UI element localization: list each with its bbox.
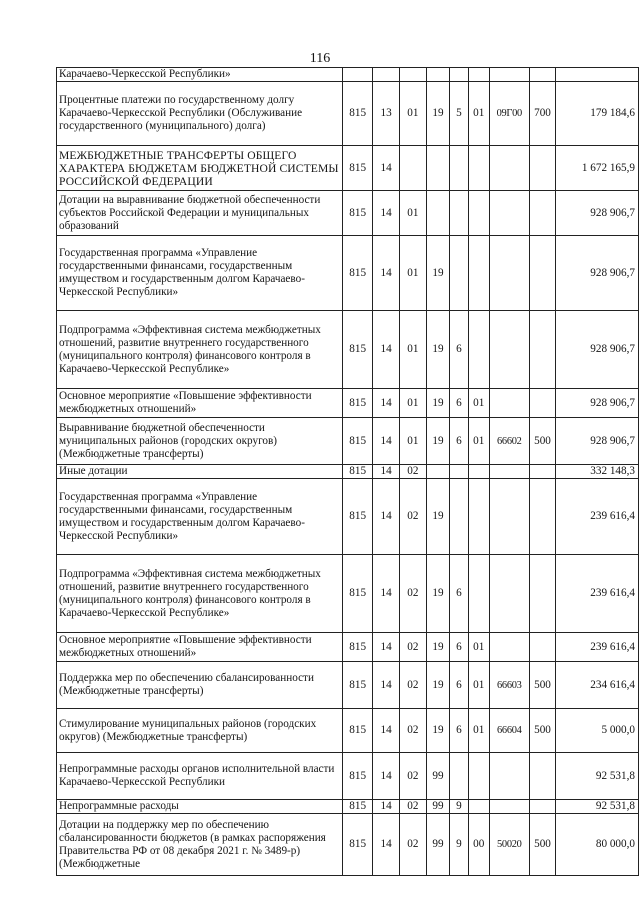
main-measure-code-cell: 01 bbox=[468, 662, 489, 709]
amount-cell: 239 616,4 bbox=[556, 555, 639, 633]
program-code-cell: 19 bbox=[426, 633, 450, 662]
subprogram-code-cell bbox=[450, 68, 468, 82]
table-row bbox=[57, 555, 639, 633]
table-row bbox=[57, 709, 639, 753]
amount-cell: 928 906,7 bbox=[556, 311, 639, 389]
admin-code-cell: 815 bbox=[343, 709, 373, 753]
direction-code-cell: 09Г00 bbox=[489, 82, 529, 146]
direction-code-cell: 50020 bbox=[489, 814, 529, 876]
main-measure-code-cell bbox=[468, 146, 489, 191]
program-code-cell: 19 bbox=[426, 418, 450, 465]
direction-code-cell bbox=[489, 146, 529, 191]
program-code-cell: 99 bbox=[426, 753, 450, 800]
amount-cell: 239 616,4 bbox=[556, 633, 639, 662]
admin-code-cell: 815 bbox=[343, 311, 373, 389]
subprogram-code-cell bbox=[450, 146, 468, 191]
row-name-cell: Карачаево-Черкесской Республики» bbox=[57, 68, 343, 82]
table-row bbox=[57, 753, 639, 800]
amount-cell: 5 000,0 bbox=[556, 709, 639, 753]
budget-table bbox=[56, 67, 639, 876]
row-name-cell: Основное мероприятие «Повышение эффективности межбюджетных отношений» bbox=[57, 389, 343, 418]
main-measure-code-cell: 01 bbox=[468, 389, 489, 418]
subprogram-code-cell: 9 bbox=[450, 800, 468, 814]
section-code-cell: 14 bbox=[373, 709, 400, 753]
subsection-code-cell: 01 bbox=[399, 389, 426, 418]
table-row bbox=[57, 236, 639, 311]
expense-type-cell: 700 bbox=[529, 82, 556, 146]
subprogram-code-cell: 6 bbox=[450, 389, 468, 418]
table-row bbox=[57, 389, 639, 418]
section-code-cell: 14 bbox=[373, 479, 400, 555]
row-name-cell: Подпрограмма «Эффективная система межбюджетных отношений, развитие внутреннего государственного (муниципального контроля) финансового контроля в Карачаево-Черкесской Республике» bbox=[57, 555, 343, 633]
main-measure-code-cell bbox=[468, 68, 489, 82]
table-row bbox=[57, 68, 639, 82]
program-code-cell: 19 bbox=[426, 311, 450, 389]
amount-cell: 928 906,7 bbox=[556, 191, 639, 236]
admin-code-cell: 815 bbox=[343, 191, 373, 236]
section-code-cell: 14 bbox=[373, 662, 400, 709]
amount-cell: 928 906,7 bbox=[556, 236, 639, 311]
expense-type-cell: 500 bbox=[529, 662, 556, 709]
admin-code-cell: 815 bbox=[343, 662, 373, 709]
program-code-cell: 19 bbox=[426, 709, 450, 753]
subsection-code-cell: 02 bbox=[399, 555, 426, 633]
subprogram-code-cell bbox=[450, 479, 468, 555]
section-code-cell: 14 bbox=[373, 146, 400, 191]
amount-cell: 928 906,7 bbox=[556, 389, 639, 418]
main-measure-code-cell bbox=[468, 465, 489, 479]
direction-code-cell bbox=[489, 465, 529, 479]
section-code-cell: 14 bbox=[373, 633, 400, 662]
admin-code-cell: 815 bbox=[343, 236, 373, 311]
direction-code-cell bbox=[489, 311, 529, 389]
admin-code-cell: 815 bbox=[343, 633, 373, 662]
main-measure-code-cell bbox=[468, 311, 489, 389]
direction-code-cell bbox=[489, 555, 529, 633]
main-measure-code-cell: 01 bbox=[468, 709, 489, 753]
main-measure-code-cell: 00 bbox=[468, 814, 489, 876]
main-measure-code-cell bbox=[468, 479, 489, 555]
table-row bbox=[57, 800, 639, 814]
subsection-code-cell: 01 bbox=[399, 82, 426, 146]
subsection-code-cell bbox=[399, 146, 426, 191]
program-code-cell: 99 bbox=[426, 800, 450, 814]
row-name-cell: МЕЖБЮДЖЕТНЫЕ ТРАНСФЕРТЫ ОБЩЕГО ХАРАКТЕРА БЮДЖЕТАМ БЮДЖЕТНОЙ СИСТЕМЫ РОССИЙСКОЙ ФЕДЕРАЦИИ bbox=[57, 146, 343, 191]
direction-code-cell bbox=[489, 479, 529, 555]
subprogram-code-cell: 6 bbox=[450, 633, 468, 662]
direction-code-cell bbox=[489, 236, 529, 311]
expense-type-cell bbox=[529, 479, 556, 555]
expense-type-cell bbox=[529, 311, 556, 389]
subsection-code-cell: 01 bbox=[399, 236, 426, 311]
program-code-cell bbox=[426, 68, 450, 82]
section-code-cell: 14 bbox=[373, 465, 400, 479]
admin-code-cell: 815 bbox=[343, 146, 373, 191]
subsection-code-cell bbox=[399, 68, 426, 82]
expense-type-cell bbox=[529, 555, 556, 633]
subsection-code-cell: 02 bbox=[399, 800, 426, 814]
program-code-cell: 19 bbox=[426, 555, 450, 633]
admin-code-cell bbox=[343, 68, 373, 82]
main-measure-code-cell bbox=[468, 555, 489, 633]
program-code-cell bbox=[426, 146, 450, 191]
row-name-cell: Основное мероприятие «Повышение эффективности межбюджетных отношений» bbox=[57, 633, 343, 662]
expense-type-cell bbox=[529, 146, 556, 191]
section-code-cell: 14 bbox=[373, 814, 400, 876]
program-code-cell bbox=[426, 191, 450, 236]
direction-code-cell bbox=[489, 389, 529, 418]
subsection-code-cell: 02 bbox=[399, 814, 426, 876]
row-name-cell: Непрограммные расходы bbox=[57, 800, 343, 814]
expense-type-cell: 500 bbox=[529, 814, 556, 876]
direction-code-cell: 66602 bbox=[489, 418, 529, 465]
table-row bbox=[57, 82, 639, 146]
direction-code-cell: 66604 bbox=[489, 709, 529, 753]
program-code-cell: 99 bbox=[426, 814, 450, 876]
expense-type-cell bbox=[529, 633, 556, 662]
main-measure-code-cell bbox=[468, 800, 489, 814]
amount-cell: 928 906,7 bbox=[556, 418, 639, 465]
table-row bbox=[57, 311, 639, 389]
row-name-cell: Подпрограмма «Эффективная система межбюджетных отношений, развитие внутреннего государственного (муниципального контроля) финансового контроля в Карачаево-Черкесской Республике» bbox=[57, 311, 343, 389]
section-code-cell bbox=[373, 68, 400, 82]
table-row bbox=[57, 146, 639, 191]
subprogram-code-cell bbox=[450, 753, 468, 800]
admin-code-cell: 815 bbox=[343, 814, 373, 876]
direction-code-cell bbox=[489, 753, 529, 800]
expense-type-cell: 500 bbox=[529, 418, 556, 465]
subprogram-code-cell bbox=[450, 465, 468, 479]
section-code-cell: 14 bbox=[373, 389, 400, 418]
admin-code-cell: 815 bbox=[343, 418, 373, 465]
row-name-cell: Поддержка мер по обеспечению сбалансированности (Межбюджетные трансферты) bbox=[57, 662, 343, 709]
expense-type-cell bbox=[529, 389, 556, 418]
program-code-cell: 19 bbox=[426, 82, 450, 146]
subsection-code-cell: 02 bbox=[399, 662, 426, 709]
admin-code-cell: 815 bbox=[343, 389, 373, 418]
program-code-cell: 19 bbox=[426, 479, 450, 555]
subprogram-code-cell bbox=[450, 236, 468, 311]
subprogram-code-cell bbox=[450, 191, 468, 236]
direction-code-cell bbox=[489, 800, 529, 814]
subprogram-code-cell: 6 bbox=[450, 418, 468, 465]
table-row bbox=[57, 418, 639, 465]
subsection-code-cell: 02 bbox=[399, 753, 426, 800]
main-measure-code-cell: 01 bbox=[468, 82, 489, 146]
expense-type-cell bbox=[529, 236, 556, 311]
subsection-code-cell: 01 bbox=[399, 191, 426, 236]
expense-type-cell bbox=[529, 753, 556, 800]
direction-code-cell bbox=[489, 68, 529, 82]
row-name-cell: Стимулирование муниципальных районов (городских округов) (Межбюджетные трансферты) bbox=[57, 709, 343, 753]
expense-type-cell bbox=[529, 68, 556, 82]
direction-code-cell bbox=[489, 191, 529, 236]
direction-code-cell: 66603 bbox=[489, 662, 529, 709]
subprogram-code-cell: 6 bbox=[450, 555, 468, 633]
subprogram-code-cell: 6 bbox=[450, 662, 468, 709]
admin-code-cell: 815 bbox=[343, 82, 373, 146]
subprogram-code-cell: 9 bbox=[450, 814, 468, 876]
program-code-cell: 19 bbox=[426, 236, 450, 311]
expense-type-cell bbox=[529, 191, 556, 236]
admin-code-cell: 815 bbox=[343, 800, 373, 814]
row-name-cell: Дотации на поддержку мер по обеспечению сбалансированности бюджетов (в рамках распоряжения Правительства РФ от 08 декабря 2021 г. № 3489-р) (Межбюджетные bbox=[57, 814, 343, 876]
direction-code-cell bbox=[489, 633, 529, 662]
subsection-code-cell: 01 bbox=[399, 418, 426, 465]
row-name-cell: Иные дотации bbox=[57, 465, 343, 479]
section-code-cell: 14 bbox=[373, 555, 400, 633]
amount-cell: 239 616,4 bbox=[556, 479, 639, 555]
main-measure-code-cell bbox=[468, 753, 489, 800]
subprogram-code-cell: 6 bbox=[450, 709, 468, 753]
amount-cell: 92 531,8 bbox=[556, 800, 639, 814]
program-code-cell: 19 bbox=[426, 662, 450, 709]
amount-cell: 1 672 165,9 bbox=[556, 146, 639, 191]
subprogram-code-cell: 6 bbox=[450, 311, 468, 389]
subsection-code-cell: 02 bbox=[399, 479, 426, 555]
section-code-cell: 14 bbox=[373, 753, 400, 800]
section-code-cell: 14 bbox=[373, 800, 400, 814]
row-name-cell: Государственная программа «Управление государственными финансами, государственным имуществом и государственным долгом Карачаево-Черкесской Республики» bbox=[57, 479, 343, 555]
row-name-cell: Государственная программа «Управление государственными финансами, государственным имуществом и государственным долгом Карачаево-Черкесской Республики» bbox=[57, 236, 343, 311]
main-measure-code-cell: 01 bbox=[468, 633, 489, 662]
table-row bbox=[57, 479, 639, 555]
main-measure-code-cell: 01 bbox=[468, 418, 489, 465]
row-name-cell: Непрограммные расходы органов исполнительной власти Карачаево-Черкесской Республики bbox=[57, 753, 343, 800]
section-code-cell: 14 bbox=[373, 418, 400, 465]
amount-cell: 234 616,4 bbox=[556, 662, 639, 709]
subsection-code-cell: 02 bbox=[399, 709, 426, 753]
subsection-code-cell: 02 bbox=[399, 465, 426, 479]
admin-code-cell: 815 bbox=[343, 555, 373, 633]
amount-cell: 92 531,8 bbox=[556, 753, 639, 800]
program-code-cell bbox=[426, 465, 450, 479]
expense-type-cell bbox=[529, 800, 556, 814]
row-name-cell: Процентные платежи по государственному долгу Карачаево-Черкесской Республики (Обслуживание государственного (муниципального) долга) bbox=[57, 82, 343, 146]
row-name-cell: Дотации на выравнивание бюджетной обеспеченности субъектов Российской Федерации и муниципальных образований bbox=[57, 191, 343, 236]
table-row bbox=[57, 191, 639, 236]
amount-cell: 80 000,0 bbox=[556, 814, 639, 876]
subprogram-code-cell: 5 bbox=[450, 82, 468, 146]
section-code-cell: 14 bbox=[373, 311, 400, 389]
amount-cell: 332 148,3 bbox=[556, 465, 639, 479]
section-code-cell: 13 bbox=[373, 82, 400, 146]
admin-code-cell: 815 bbox=[343, 479, 373, 555]
table-row bbox=[57, 465, 639, 479]
table-row bbox=[57, 633, 639, 662]
expense-type-cell: 500 bbox=[529, 709, 556, 753]
expense-type-cell bbox=[529, 465, 556, 479]
page-number: 116 bbox=[309, 51, 331, 66]
amount-cell bbox=[556, 68, 639, 82]
admin-code-cell: 815 bbox=[343, 465, 373, 479]
main-measure-code-cell bbox=[468, 191, 489, 236]
row-name-cell: Выравнивание бюджетной обеспеченности муниципальных районов (городских округов) (Межбюджетные трансферты) bbox=[57, 418, 343, 465]
subsection-code-cell: 01 bbox=[399, 311, 426, 389]
section-code-cell: 14 bbox=[373, 236, 400, 311]
program-code-cell: 19 bbox=[426, 389, 450, 418]
table-row bbox=[57, 814, 639, 876]
section-code-cell: 14 bbox=[373, 191, 400, 236]
subsection-code-cell: 02 bbox=[399, 633, 426, 662]
budget-table-body bbox=[57, 68, 639, 876]
amount-cell: 179 184,6 bbox=[556, 82, 639, 146]
main-measure-code-cell bbox=[468, 236, 489, 311]
table-row bbox=[57, 662, 639, 709]
admin-code-cell: 815 bbox=[343, 753, 373, 800]
